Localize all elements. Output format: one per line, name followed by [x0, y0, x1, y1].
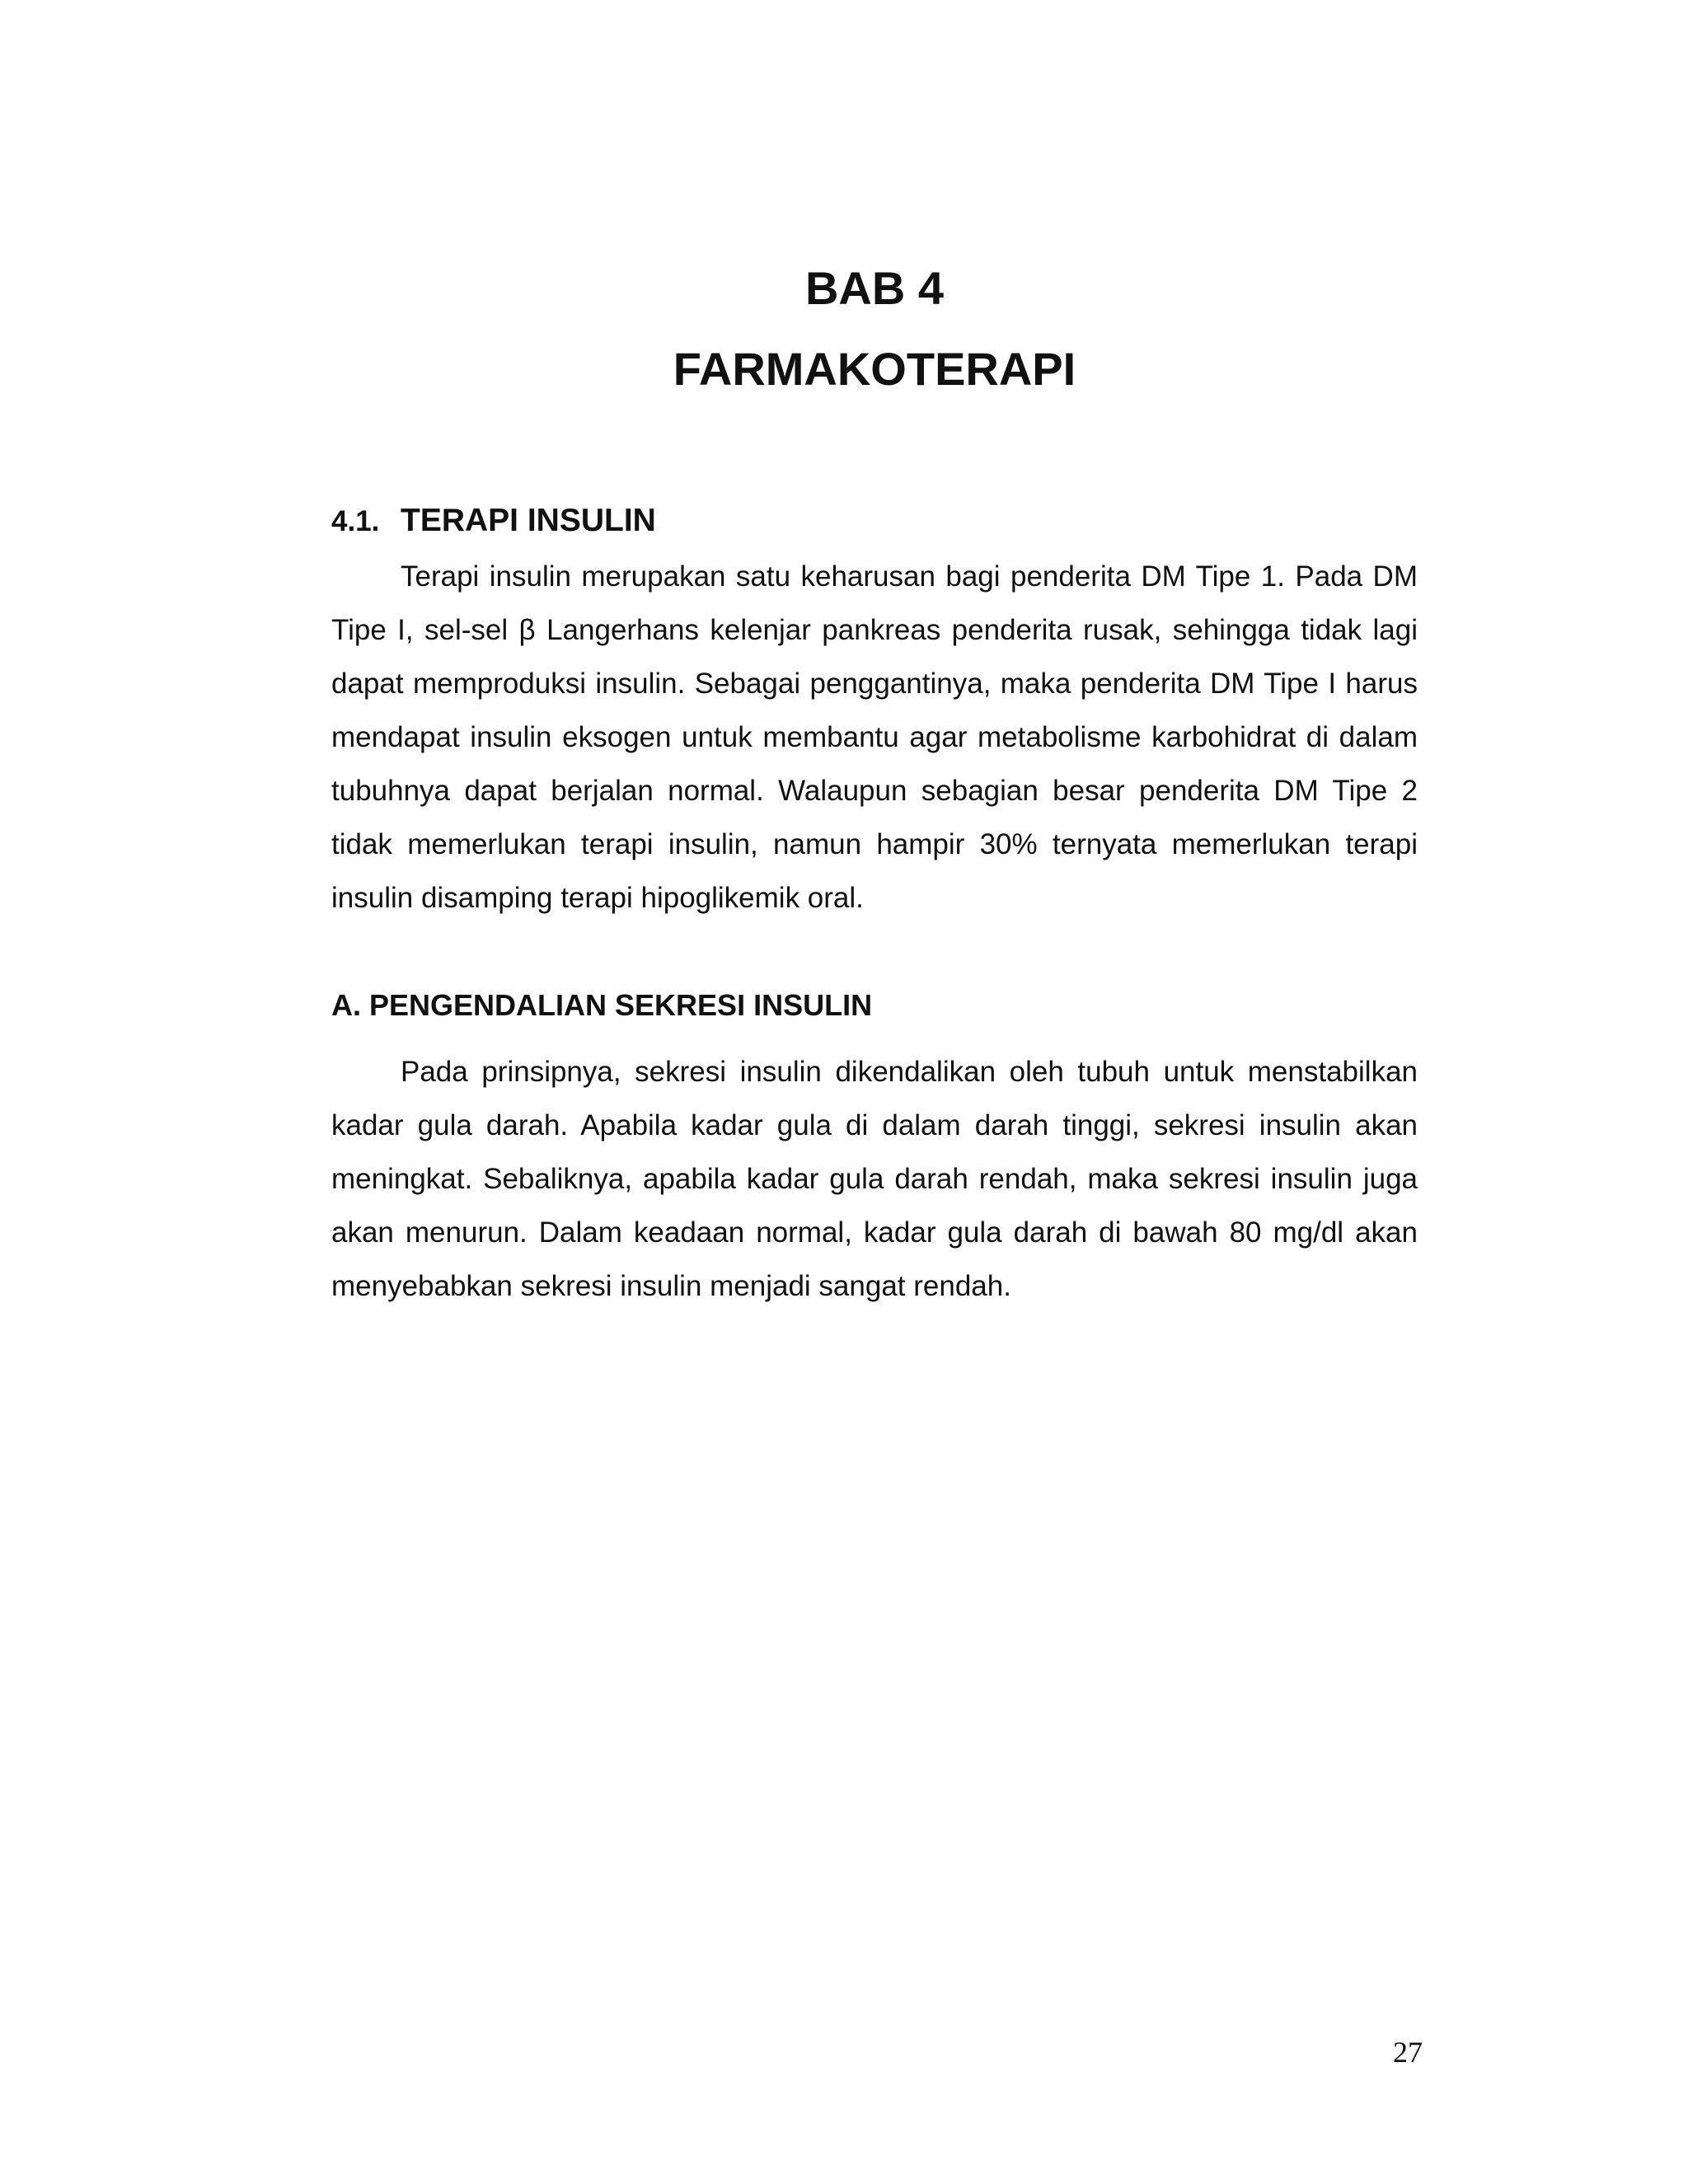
page-number: 27: [1393, 2036, 1423, 2069]
subsection-paragraph: Pada prinsipnya, sekresi insulin dikendalikan oleh tubuh untuk menstabilkan kadar gula darah. Apabila kadar gula di dalam darah tinggi, sekresi insulin akan meningkat. Sebaliknya, apabila kadar gula darah rendah, maka sekresi insulin juga akan menurun. Dalam keadaan normal, kadar gula darah di bawah 80 mg/dl akan menyebabkan sekresi insulin menjadi sangat rendah.: [331, 1056, 1418, 1302]
subsection-heading: A. PENGENDALIAN SEKRESI INSULIN: [331, 988, 873, 1022]
section-paragraph: Terapi insulin merupakan satu keharusan bagi penderita DM Tipe 1. Pada DM Tipe I, sel-sel β Langerhans kelenjar pankreas penderita rusak, sehingga tidak lagi dapat memproduksi insulin. Sebagai penggantinya, maka penderita DM Tipe I harus mendapat insulin eksogen untuk membantu agar metabolisme karbohidrat di dalam tubuhnya dapat berjalan normal. Walaupun sebagian besar penderita DM Tipe 2 tidak memerlukan terapi insulin, namun hampir 30% ternyata memerlukan terapi insulin disamping terapi hipoglikemik oral.: [331, 560, 1418, 914]
section-heading: [331, 503, 656, 540]
section-title: TERAPI INSULIN: [401, 503, 656, 538]
chapter-number: BAB 4: [804, 262, 945, 314]
section-number: 4.1.: [331, 505, 380, 537]
chapter-title: FARMAKOTERAPI: [673, 343, 1076, 395]
